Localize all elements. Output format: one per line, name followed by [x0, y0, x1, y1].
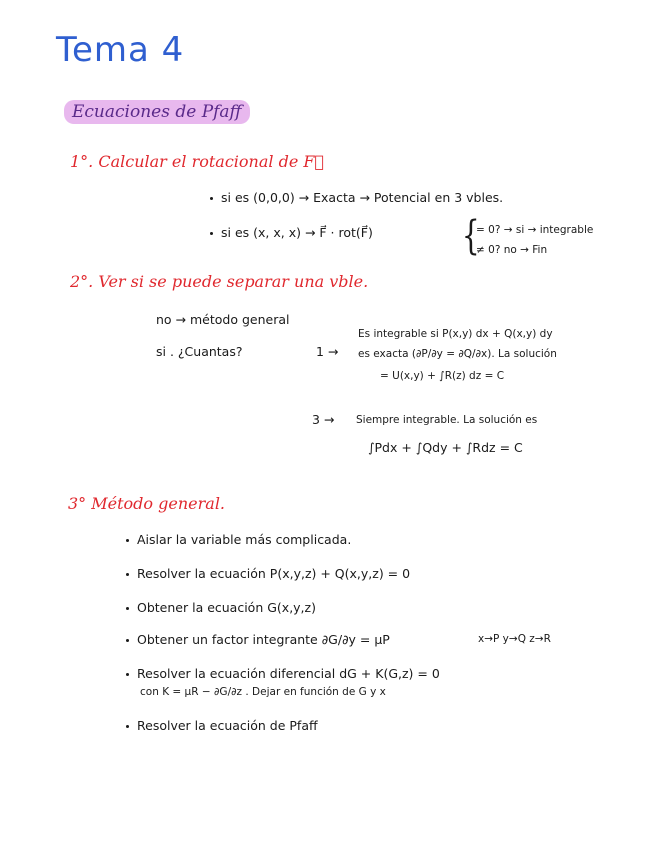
case-1: = 0? → si → integrable [476, 224, 594, 236]
page-title: Tema 4 [56, 30, 185, 70]
section2-three-line-2: ∫Pdx + ∫Qdy + ∫Rdz = C [368, 440, 523, 455]
section2-no-line: no → método general [156, 312, 290, 327]
bullet-icon [126, 639, 129, 642]
section3-bullet-6 [126, 718, 318, 733]
bullet-icon [126, 673, 129, 676]
section3-bullet-4 [126, 632, 390, 647]
section3-bullet-4-text: Obtener un factor integrante ∂G/∂y = μP [137, 632, 390, 647]
section1-bullet-2-text: si es (x, x, x) → F⃗ · rot(F⃗) [221, 225, 373, 240]
bullet-icon [126, 607, 129, 610]
bullet-icon [126, 573, 129, 576]
section3-bullet-6-text: Resolver la ecuación de Pfaff [137, 718, 318, 733]
section3-bullet-2-text: Resolver la ecuación P(x,y,z) + Q(x,y,z) = 0 [137, 566, 411, 581]
section3-mapping: x→P y→Q z→R [478, 633, 551, 645]
section3-con-line: con K = μR − ∂G/∂z . Dejar en función de G y x [140, 686, 386, 698]
section2-one-line-3: = U(x,y) + ∫R(z) dz = C [380, 370, 505, 382]
section2-one-label: 1 → [316, 344, 339, 359]
section2-one-line-1: Es integrable si P(x,y) dx + Q(x,y) dy [358, 328, 553, 340]
bullet-icon [210, 232, 213, 235]
section3-bullet-5-text: Resolver la ecuación diferencial dG + K(G,z) = 0 [137, 666, 440, 681]
case-2: ≠ 0? no → Fin [476, 244, 548, 256]
section2-si-line: si . ¿Cuantas? [156, 344, 243, 359]
subtitle-highlight: Ecuaciones de Pfaff [64, 100, 250, 124]
section2-three-line-1: Siempre integrable. La solución es [356, 414, 538, 426]
section3-bullet-3-text: Obtener la ecuación G(x,y,z) [137, 600, 316, 615]
section3-bullet-1-text: Aislar la variable más complicada. [137, 532, 352, 547]
section2-three-label: 3 → [312, 412, 335, 427]
bullet-icon [126, 725, 129, 728]
section2-one-line-2: es exacta (∂P/∂y = ∂Q/∂x). La solución [358, 348, 557, 360]
section1-bullet-2 [210, 225, 373, 240]
section3-bullet-3 [126, 600, 316, 615]
section3-heading: 3° Método general. [68, 494, 226, 513]
section1-bullet-1 [210, 190, 503, 205]
section1-bullet-1-text: si es (0,0,0) → Exacta → Potencial en 3 vbles. [221, 190, 504, 205]
brace-icon: { [461, 213, 480, 259]
bullet-icon [126, 539, 129, 542]
section3-bullet-2 [126, 566, 410, 581]
section1-heading: 1°. Calcular el rotacional de F⃗ [70, 152, 325, 171]
section3-bullet-1 [126, 532, 351, 547]
section3-bullet-5 [126, 666, 440, 681]
section2-heading: 2°. Ver si se puede separar una vble. [70, 272, 369, 291]
bullet-icon [210, 197, 213, 200]
